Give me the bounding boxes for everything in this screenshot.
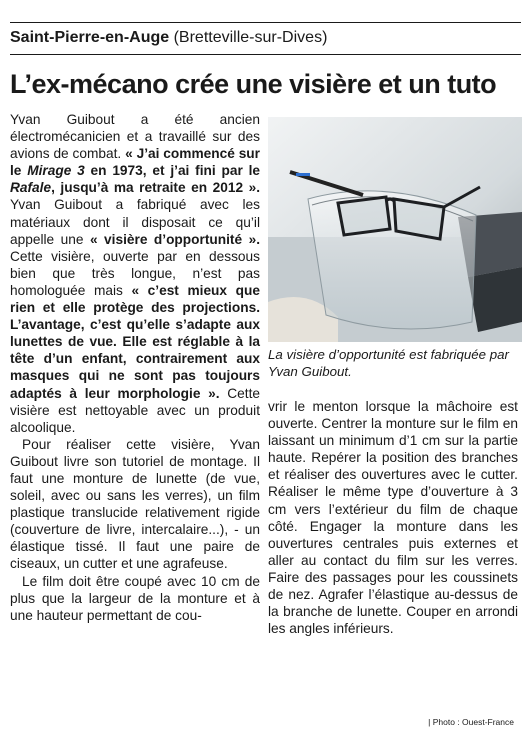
kicker-rule — [10, 54, 521, 55]
headline: L’ex-mécano crée une visière et un tuto — [10, 69, 497, 99]
kicker-town: Saint-Pierre-en-Auge — [10, 29, 170, 46]
article-column-right — [268, 398, 518, 637]
article-column-left — [10, 111, 260, 624]
paragraph-1: Yvan Guibout a été ancien électromécanicien et a travaillé sur des avions de combat. « J’ai commencé sur le Mirage 3 en 1973, et j’ai fini par le Rafale, jusqu’à ma retraite en 2012 ». Yvan Guibout a fabriqué avec les matériaux dont il disposait ce qu’il appelle une « visière d’opportunité ». Cette visière, ouverte par en dessous bien que très longue, n’est pas homologuée mais « c’est mieux que rien et elle protège des projections. L’avantage, c’est qu’elle s’adapte aux lunettes de vue. Elle est réglable à la tête d’un enfant, contrairement aux masques qui ne sont pas toujours adaptés à leur morphologie ». Cette visière est nettoyable avec un produit alcoolique. — [10, 112, 260, 435]
paragraph-2: Pour réaliser cette visière, Yvan Guibout livre son tutoriel de montage. Il faut une monture de lunette (de vue, soleil, avec ou sans les verres), un film plastique translucide relativement rigide (couverture de livre, intercalaire...), - un élastique tissé. Il faut une paire de ciseaux, un cutter et une agrafeuse. — [10, 436, 260, 572]
kicker-subtown: (Bretteville-sur-Dives) — [173, 29, 328, 46]
caption-text: La visière d’opportunité est fabriquée par Yvan Guibout. — [268, 347, 509, 379]
paragraph-3: Le film doit être coupé avec 10 cm de plus que la largeur de la monture et à une hauteur permettant de cou- — [10, 573, 260, 623]
paragraph-3-continued: vrir le menton lorsque la mâchoire est ouverte. Centrer la monture sur le film en laissant un minimum d’1 cm sur la partie haute. Repérer la position des branches et réaliser des ouvertures avec le cutter. Réaliser le même type d’ouverture à 3 cm vers l’extérieur du film de chaque côté. Engager la monture dans les ouvertures centrales puis externes et aller au contact du film sur les verres. Faire des passages pour les coussinets de nez. Agrafer l’élastique au-dessus de la branche de lunette. Couper en arrondi les angles inférieurs. — [268, 399, 518, 637]
kicker — [10, 28, 327, 48]
visor-photo — [268, 117, 522, 342]
photo-credit: | Photo : Ouest-France — [428, 717, 514, 727]
top-rule — [10, 22, 521, 23]
